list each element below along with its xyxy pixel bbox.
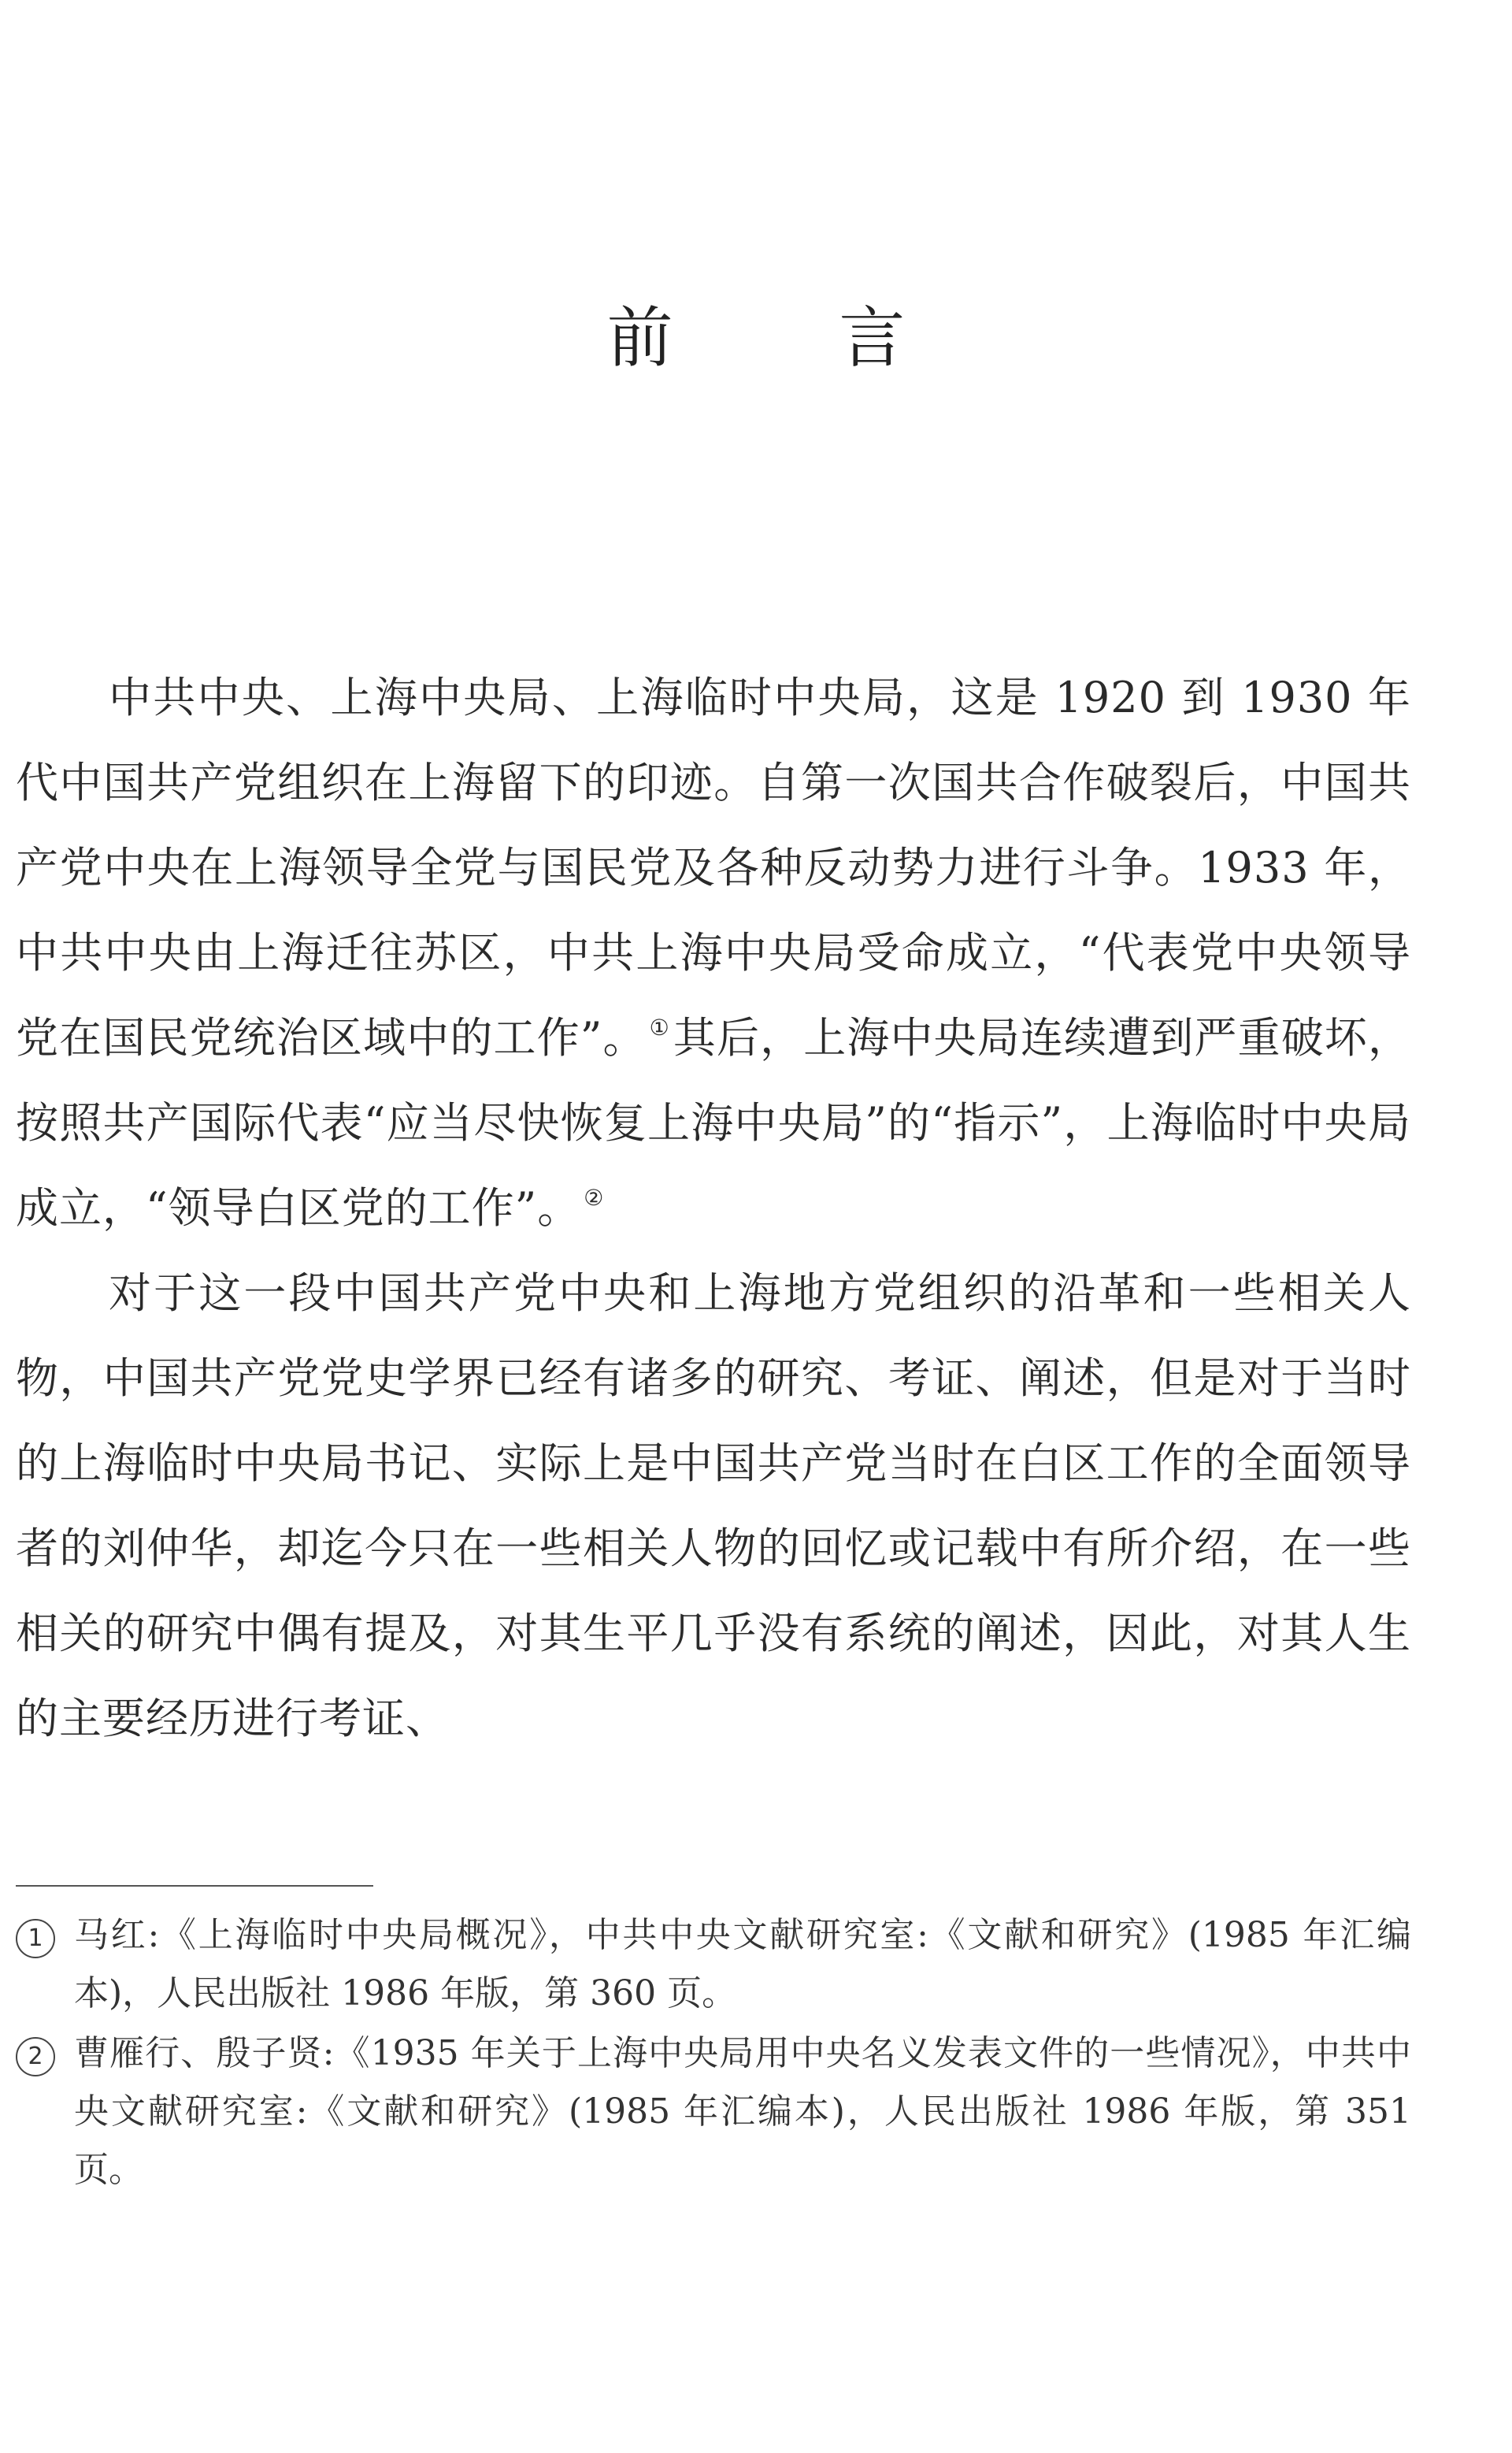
footnote-1-marker: 1 (16, 1919, 55, 1958)
footnote-divider (16, 1885, 373, 1887)
paragraph-1-part-2: 其后，上海中央局连续遭到严重破坏，按照共产国际代表“应当尽快恢复上海中央局”的“指示”，上海临时中央局成立，“领导白区党的工作”。 (16, 1013, 1412, 1233)
page-title: 前 言 (606, 299, 978, 377)
footnote-2 (16, 2024, 1411, 2199)
footnote-1-text: 马红:《上海临时中央局概况》，中共中央文献研究室:《文献和研究》(1985 年汇编本)，人民出版社 1986 年版，第 360 页。 (74, 1915, 1411, 2013)
footnote-2-text: 曹雁行、殷子贤:《1935 年关于上海中央局用中央名义发表文件的一些情况》，中共中央文献研究室:《文献和研究》(1985 年汇编本)，人民出版社 1986 年版，第 351 页。 (74, 2033, 1411, 2190)
paragraph-1 (16, 655, 1411, 1251)
paragraph-1-part-1: 中共中央、上海中央局、上海临时中央局，这是 1920 到 1930 年代中国共产党组织在上海留下的印迹。自第一次国共合作破裂后，中国共产党中央在上海领导全党与国民党及各种反动势力进行斗争。1933 年，中共中央由上海迁往苏区，中共上海中央局受命成立，“代表党中央领导党在国民党统治区域中的工作”。 (16, 673, 1411, 1063)
footnote-2-marker: 2 (16, 2037, 55, 2076)
footnotes (16, 1906, 1411, 2201)
footnote-ref-2: ② (584, 1185, 605, 1211)
footnote-ref-1: ① (649, 1015, 670, 1041)
main-text (16, 655, 1411, 1761)
footnote-1 (16, 1906, 1411, 2023)
paragraph-2: 对于这一段中国共产党中央和上海地方党组织的沿革和一些相关人物，中国共产党党史学界已经有诸多的研究、考证、阐述，但是对于当时的上海临时中央局书记、实际上是中国共产党当时在白区工作的全面领导者的刘仲华，却迄今只在一些相关人物的回忆或记载中有所介绍，在一些相关的研究中偶有提及，对其生平几乎没有系统的阐述，因此，对其人生的主要经历进行考证、 (16, 1268, 1411, 1743)
